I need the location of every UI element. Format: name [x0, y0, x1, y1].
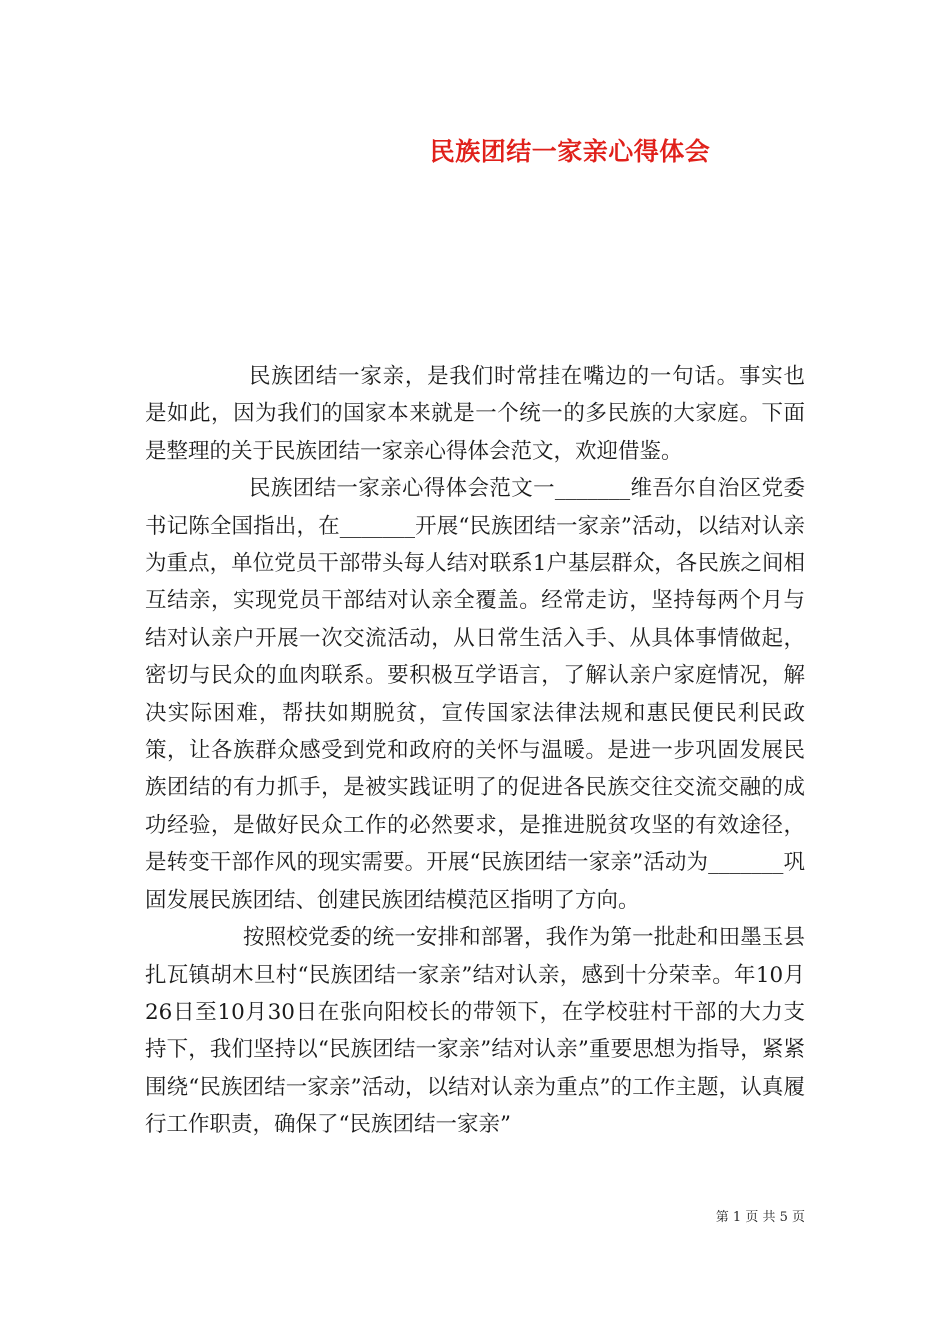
paragraph-school-arrangement: 按照校党委的统一安排和部署，我作为第一批赴和田墨玉县扎瓦镇胡木旦村“民族团结一家亲”结对认亲，感到十分荣幸。年10月26日至10月30日在张向阳校长的带领下，在学校驻村干部的大力支持下，我们坚持以“民族团结一家亲”结对认亲”重要思想为指导，紧紧围绕“民族团结一家亲”活动，以结对认亲为重点”的工作主题，认真履行工作职责，确保了“民族团结一家亲”: [145, 925, 805, 1138]
page-indicator: 第 1 页 共 5 页: [715, 1210, 805, 1225]
document-body: [145, 358, 805, 1144]
document-title: 民族团结一家亲心得体会: [429, 137, 711, 166]
paragraph-intro: 民族团结一家亲，是我们时常挂在嘴边的一句话。事实也是如此，因为我们的国家本来就是一个统一的多民族的大家庭。下面是整理的关于民族团结一家亲心得体会范文，欢迎借鉴。: [145, 364, 805, 464]
paragraph-example-one: 民族团结一家亲心得体会范文一_______维吾尔自治区党委书记陈全国指出，在_______开展“民族团结一家亲”活动，以结对认亲为重点，单位党员干部带头每人结对联系1户基层群众，各民族之间相互结亲，实现党员干部结对认亲全覆盖。经常走访，坚持每两个月与结对认亲户开展一次交流活动，从日常生活入手、从具体事情做起，密切与民众的血肉联系。要积极互学语言，了解认亲户家庭情况，解决实际困难，帮扶如期脱贫，宣传国家法律法规和惠民便民利民政策，让各族群众感受到党和政府的关怀与温暖。是进一步巩固发展民族团结的有力抓手，是被实践证明了的促进各民族交往交流交融的成功经验，是做好民众工作的必然要求，是推进脱贫攻坚的有效途径，是转变干部作风的现实需要。开展“民族团结一家亲”活动为_______巩固发展民族团结、创建民族团结模范区指明了方向。: [145, 476, 805, 913]
